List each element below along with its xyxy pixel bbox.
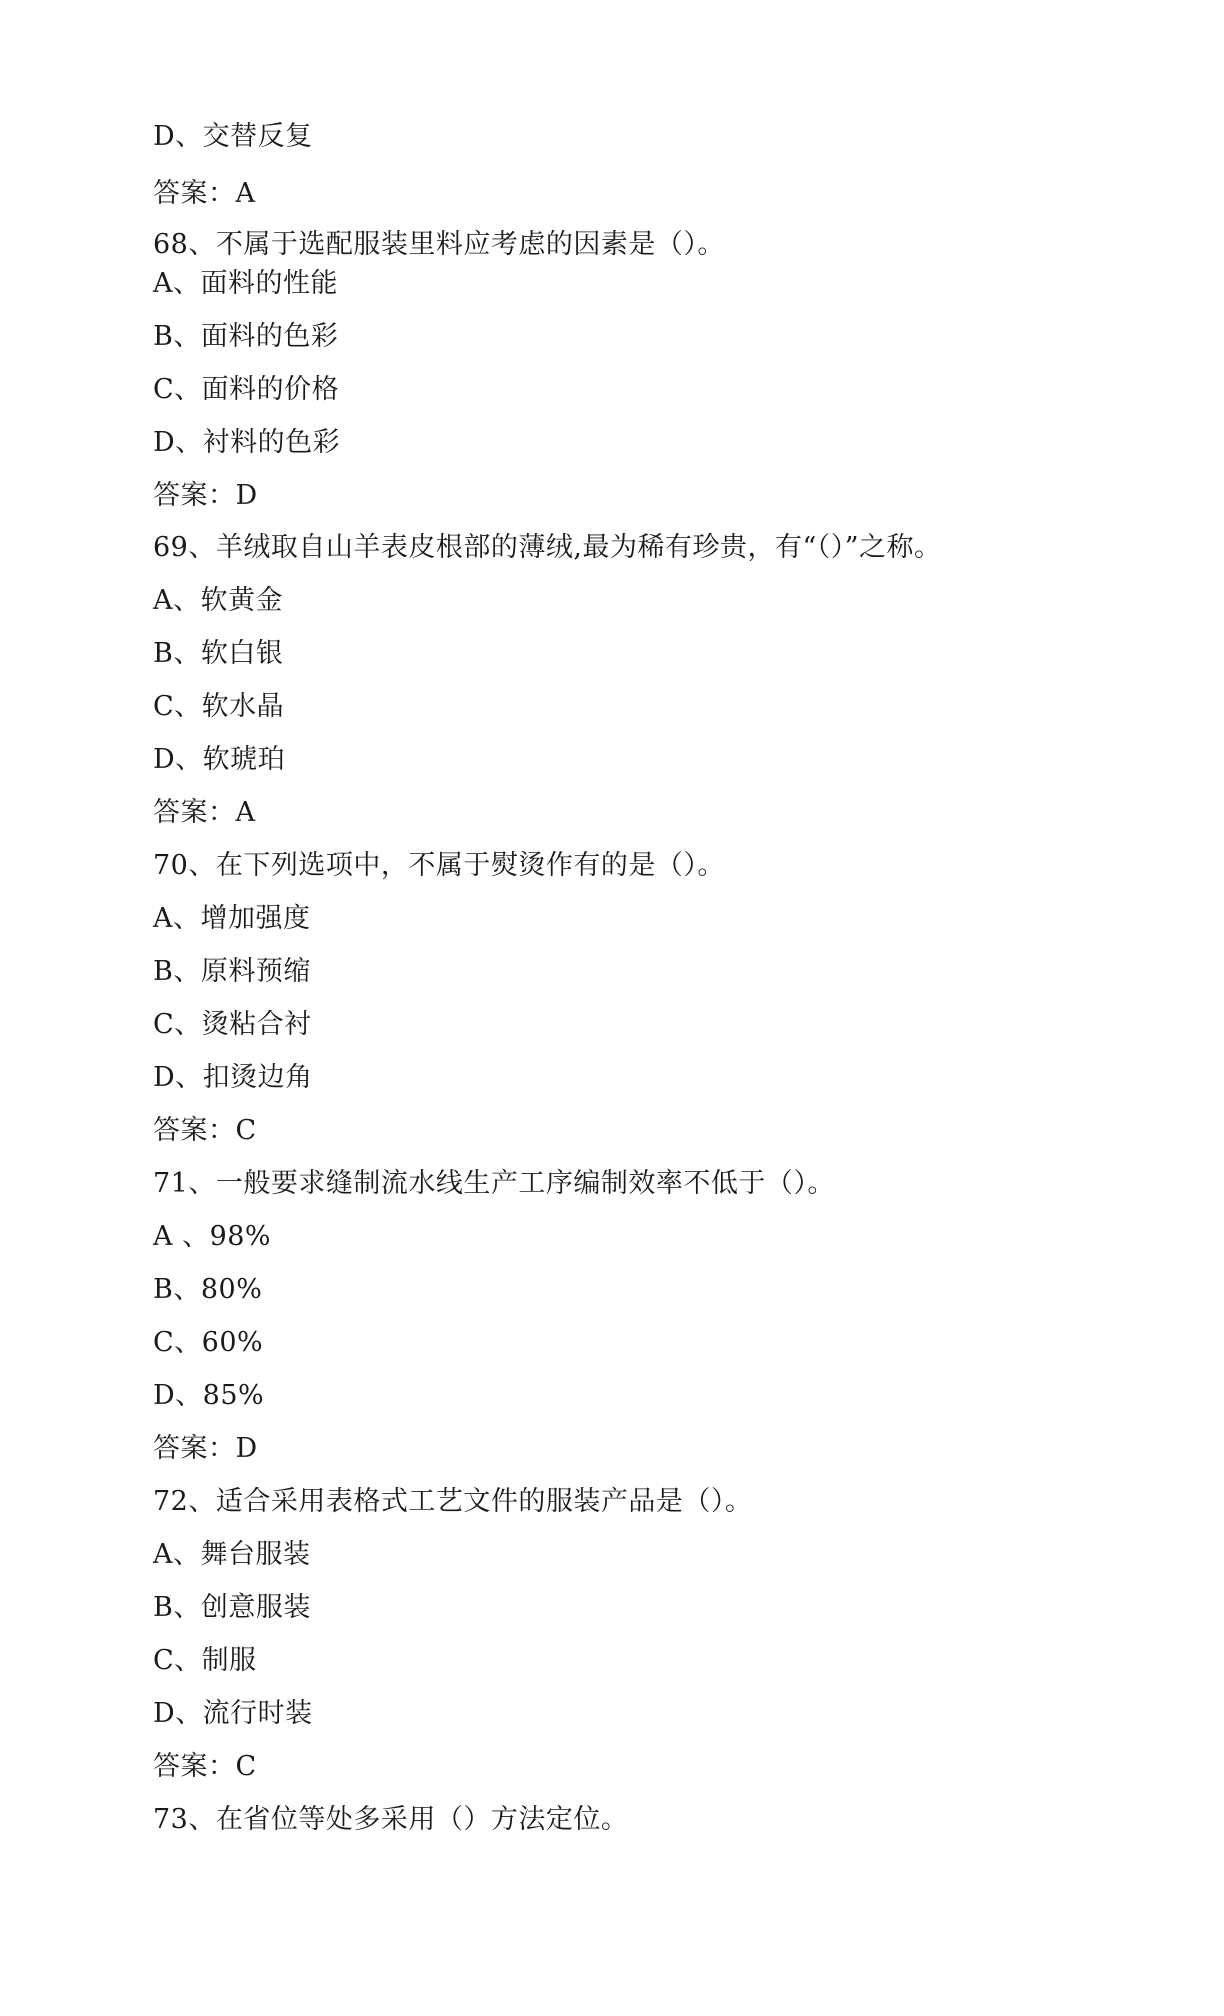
- option-line: B、原料预缩: [153, 956, 311, 987]
- option-line: A、舞台服装: [153, 1539, 311, 1570]
- question-line: 72、适合采用表格式工艺文件的服装产品是（）。: [153, 1486, 753, 1517]
- option-line: D、交替反复: [153, 121, 313, 152]
- question-line: 73、在省位等处多采用（）方法定位。: [153, 1804, 629, 1835]
- question-line: 71、一般要求缝制流水线生产工序编制效率不低于（）。: [153, 1168, 835, 1199]
- option-line: A、面料的性能: [153, 268, 338, 299]
- option-line: D、85%: [153, 1380, 265, 1411]
- answer-line: 答案：C: [153, 1115, 257, 1146]
- answer-line: 答案：D: [153, 1433, 258, 1464]
- option-line: C、烫粘合衬: [153, 1009, 312, 1040]
- answer-line: 答案：D: [153, 480, 258, 511]
- option-line: B、创意服装: [153, 1592, 311, 1623]
- option-line: A、增加强度: [153, 903, 311, 934]
- question-line: 69、羊绒取自山羊表皮根部的薄绒,最为稀有珍贵，有“（）”之称。: [153, 532, 942, 563]
- question-line: 70、在下列选项中，不属于熨烫作有的是（）。: [153, 850, 725, 881]
- option-line: B、面料的色彩: [153, 321, 339, 352]
- option-line: D、流行时装: [153, 1698, 313, 1729]
- answer-line: 答案：A: [153, 178, 256, 209]
- answer-line: 答案：A: [153, 797, 256, 828]
- option-line: C、软水晶: [153, 691, 285, 722]
- option-line: C、面料的价格: [153, 374, 340, 405]
- option-line: C、60%: [153, 1327, 264, 1358]
- option-line: D、软琥珀: [153, 744, 286, 775]
- option-line: D、扣烫边角: [153, 1062, 313, 1093]
- answer-line: 答案：C: [153, 1751, 257, 1782]
- option-line: B、软白银: [153, 638, 284, 669]
- option-line: C、制服: [153, 1645, 257, 1676]
- option-line: D、衬料的色彩: [153, 427, 341, 458]
- option-line: B、80%: [153, 1274, 263, 1305]
- question-line: 68、不属于选配服装里料应考虑的因素是（）。: [153, 229, 725, 260]
- option-line: A、软黄金: [153, 585, 283, 616]
- option-line: A 、98%: [153, 1221, 272, 1252]
